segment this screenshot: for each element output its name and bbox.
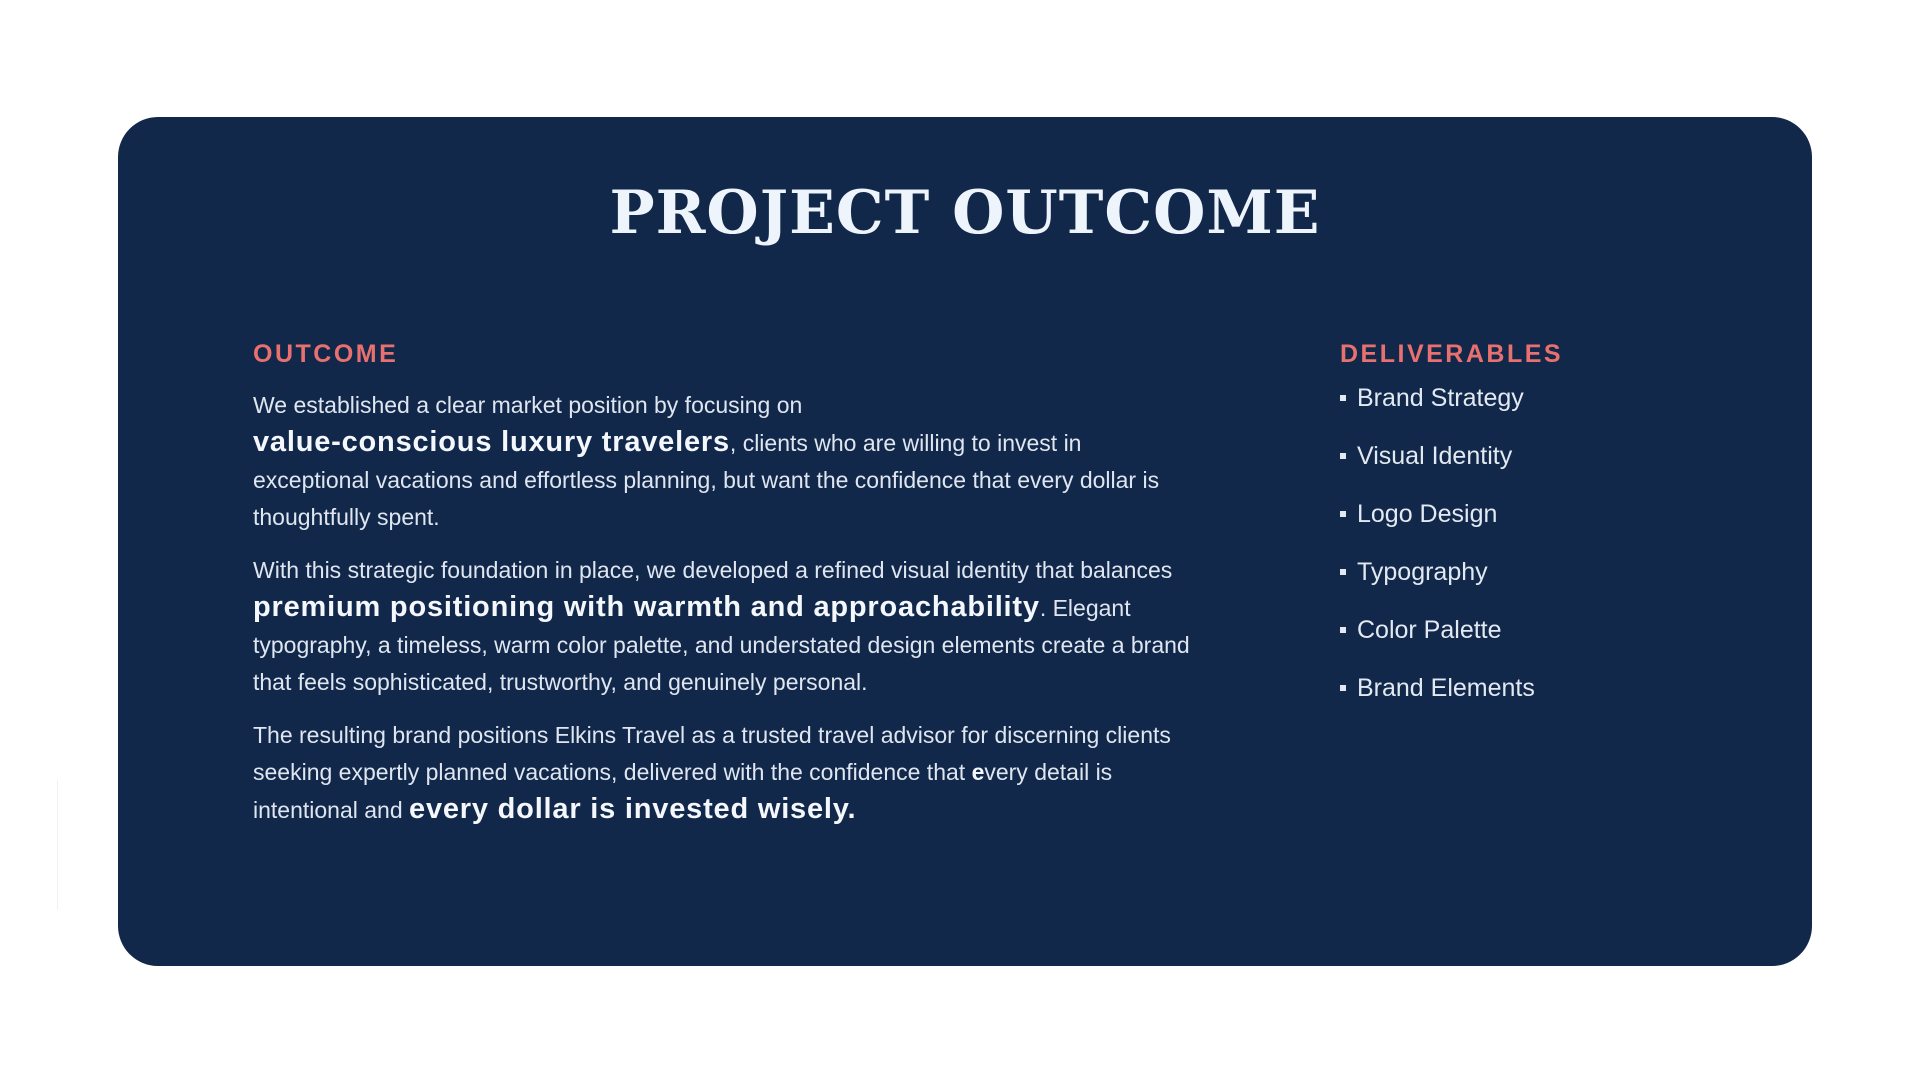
outcome-paragraph-3 [253, 717, 1193, 829]
outcome-p1-text-a: We established a clear market position by focusing on [253, 392, 803, 418]
square-bullet-icon [1340, 627, 1346, 633]
deliverable-item-visual-identity [1340, 437, 1700, 475]
outcome-p3-emphasis-letter: e [971, 759, 985, 785]
deliverable-item-color-palette [1340, 611, 1700, 649]
square-bullet-icon [1340, 453, 1346, 459]
deliverables-heading: DELIVERABLES [1340, 340, 1564, 368]
deliverable-label: Typography [1357, 557, 1488, 586]
deliverable-item-typography [1340, 553, 1700, 591]
outcome-paragraph-1 [253, 387, 1193, 536]
outcome-p3-text-b: very detail is intentional and [253, 759, 1113, 823]
deliverable-item-logo-design [1340, 495, 1700, 533]
deliverable-label: Visual Identity [1357, 441, 1513, 470]
outcome-p2-text-a: With this strategic foundation in place, we developed a refined visual identity that balances [253, 557, 1173, 583]
outcome-section [253, 339, 1193, 845]
edge-divider [57, 780, 58, 910]
outcome-p3-emphasis: every dollar is invested wisely. [409, 793, 857, 825]
outcome-heading: OUTCOME [253, 340, 399, 368]
page-title: PROJECT OUTCOME [609, 178, 1321, 248]
outcome-paragraph-2 [253, 552, 1193, 701]
deliverables-section [1340, 339, 1700, 727]
deliverable-item-brand-strategy [1340, 379, 1700, 417]
deliverable-label: Color Palette [1357, 615, 1502, 644]
square-bullet-icon [1340, 569, 1346, 575]
square-bullet-icon [1340, 395, 1346, 401]
deliverable-label: Brand Strategy [1357, 383, 1524, 412]
project-outcome-card [118, 117, 1812, 966]
outcome-p3-text-a: The resulting brand positions Elkins Travel as a trusted travel advisor for discerning clients seeking expertly planned vacations, delivered with the confidence that [253, 722, 1171, 785]
square-bullet-icon [1340, 685, 1346, 691]
outcome-p1-text-b: , clients who are willing to invest in exceptional vacations and effortless planning, but want the confidence that every dollar is thoughtfully spent. [253, 430, 1160, 530]
outcome-p2-text-b: . Elegant typography, a timeless, warm color palette, and understated design elements create a brand that feels sophisticated, trustworthy, and genuinely personal. [253, 595, 1190, 695]
deliverables-list [1340, 379, 1700, 707]
deliverable-item-brand-elements [1340, 669, 1700, 707]
deliverable-label: Logo Design [1357, 499, 1498, 528]
deliverable-label: Brand Elements [1357, 673, 1535, 702]
square-bullet-icon [1340, 511, 1346, 517]
outcome-p2-emphasis: premium positioning with warmth and approachability [253, 591, 1040, 623]
outcome-p1-emphasis: value-conscious luxury travelers [253, 426, 730, 458]
